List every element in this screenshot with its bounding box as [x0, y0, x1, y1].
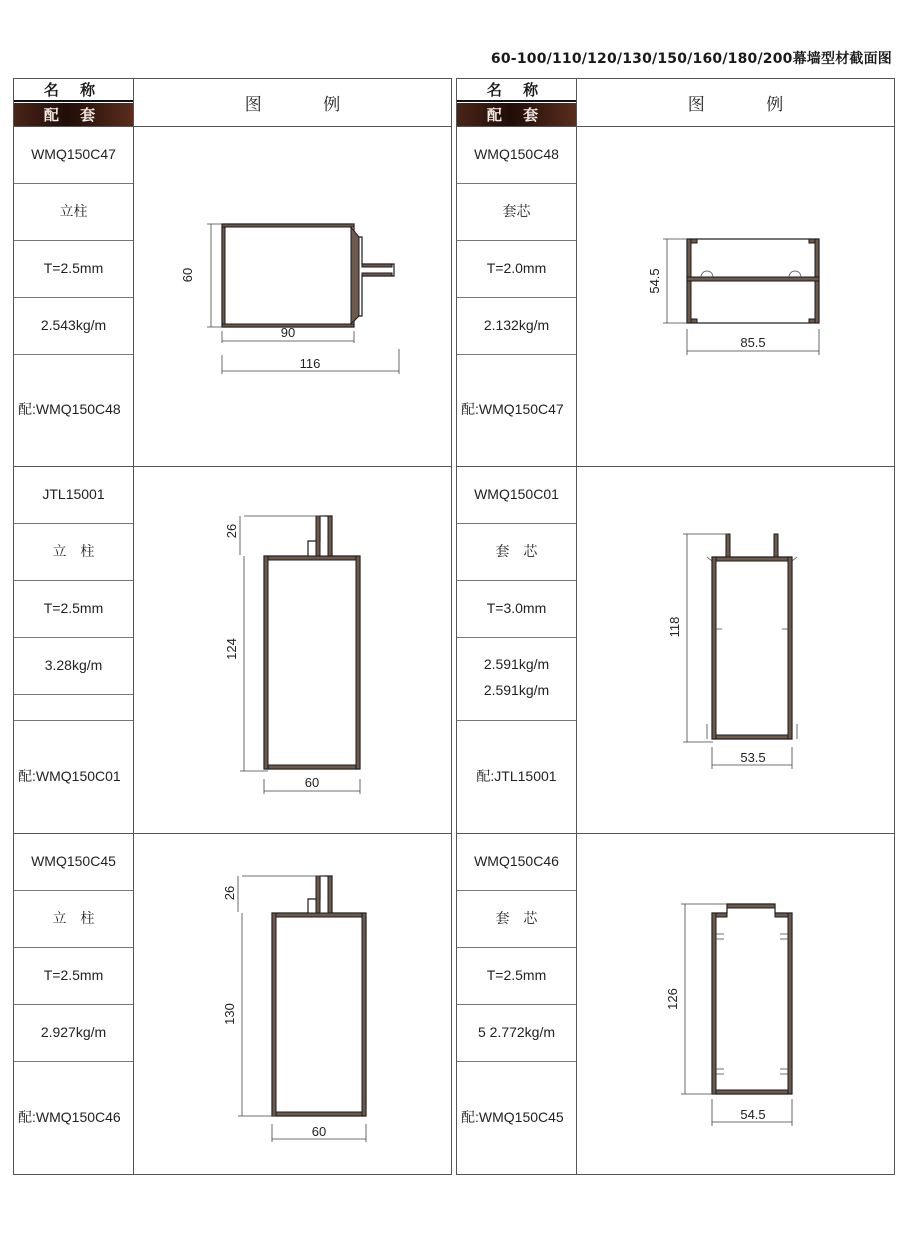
profile-code: WMQ150C48	[474, 145, 559, 162]
profile-code: WMQ150C46	[474, 852, 559, 869]
wall-thickness: T=3.0mm	[486, 599, 547, 616]
dimension-height: 118	[667, 616, 682, 638]
profile-code: JTL15001	[42, 485, 105, 502]
dimension-height: 54.5	[647, 268, 662, 294]
wall-thickness: T=2.5mm	[43, 599, 104, 616]
dimension-width: 85.5	[740, 335, 766, 350]
profile-type: 套芯	[502, 202, 531, 219]
unit-weight: 2.132kg/m	[483, 316, 550, 333]
document-title: 60-100/110/120/130/150/160/180/200幕墙型材截面图	[490, 51, 892, 67]
legend-header: 图 例	[576, 79, 894, 126]
profile-section-wmq150c46	[681, 904, 792, 1126]
profile-type: 立 柱	[52, 542, 100, 559]
wall-thickness: T=2.0mm	[486, 259, 547, 276]
dimension-height: 60	[180, 267, 195, 283]
profile-code: WMQ150C45	[31, 852, 116, 869]
right-profile-drawings	[457, 79, 896, 1176]
dimension-width-total: 116	[299, 356, 321, 371]
profile-type: 套 芯	[495, 542, 543, 559]
matching-profile: 配:WMQ150C46	[18, 1109, 121, 1126]
profile-code: WMQ150C47	[31, 145, 116, 162]
dimension-height: 124	[224, 638, 239, 660]
profile-type: 立 柱	[52, 909, 100, 926]
unit-weight: 5 2.772kg/m	[477, 1023, 556, 1040]
matching-profile: 配:WMQ150C47	[461, 401, 564, 418]
unit-weight-secondary: 2.591kg/m	[483, 682, 550, 699]
profile-section-wmq150c45	[238, 876, 366, 1142]
dimension-top: 26	[224, 523, 239, 539]
match-header-label: 配 套	[457, 103, 576, 126]
profile-type: 立柱	[59, 202, 88, 219]
match-header-label: 配 套	[14, 103, 133, 126]
dimension-width: 60	[311, 1124, 327, 1139]
profile-code: WMQ150C01	[474, 485, 559, 502]
name-header-label: 名 称	[457, 79, 576, 102]
profile-section-jtl15001	[240, 516, 360, 794]
profile-section-wmq150c47	[207, 224, 399, 374]
matching-profile: 配:WMQ150C45	[461, 1109, 564, 1126]
dimension-width: 60	[304, 775, 320, 790]
matching-profile: 配:WMQ150C01	[18, 767, 121, 784]
left-profile-drawings	[14, 79, 453, 1176]
unit-weight: 2.543kg/m	[40, 316, 107, 333]
dimension-height: 126	[665, 988, 680, 1010]
profile-section-wmq150c01	[683, 534, 797, 769]
dimension-width: 53.5	[740, 750, 766, 765]
unit-weight: 2.591kg/m	[483, 656, 550, 673]
unit-weight: 3.28kg/m	[44, 656, 103, 673]
left-spec-table	[13, 78, 452, 1175]
dimension-height: 130	[222, 1003, 237, 1025]
matching-profile: 配:WMQ150C48	[18, 401, 121, 418]
profile-type: 套 芯	[495, 909, 543, 926]
matching-profile: 配:JTL15001	[476, 767, 557, 784]
wall-thickness: T=2.5mm	[43, 966, 104, 983]
right-spec-table	[456, 78, 895, 1175]
wall-thickness: T=2.5mm	[486, 966, 547, 983]
name-header-label: 名 称	[14, 79, 133, 102]
dimension-width-inner: 90	[280, 325, 296, 340]
dimension-top: 26	[222, 885, 237, 901]
legend-header: 图 例	[133, 79, 451, 126]
unit-weight: 2.927kg/m	[40, 1023, 107, 1040]
dimension-width: 54.5	[740, 1107, 766, 1122]
wall-thickness: T=2.5mm	[43, 259, 104, 276]
